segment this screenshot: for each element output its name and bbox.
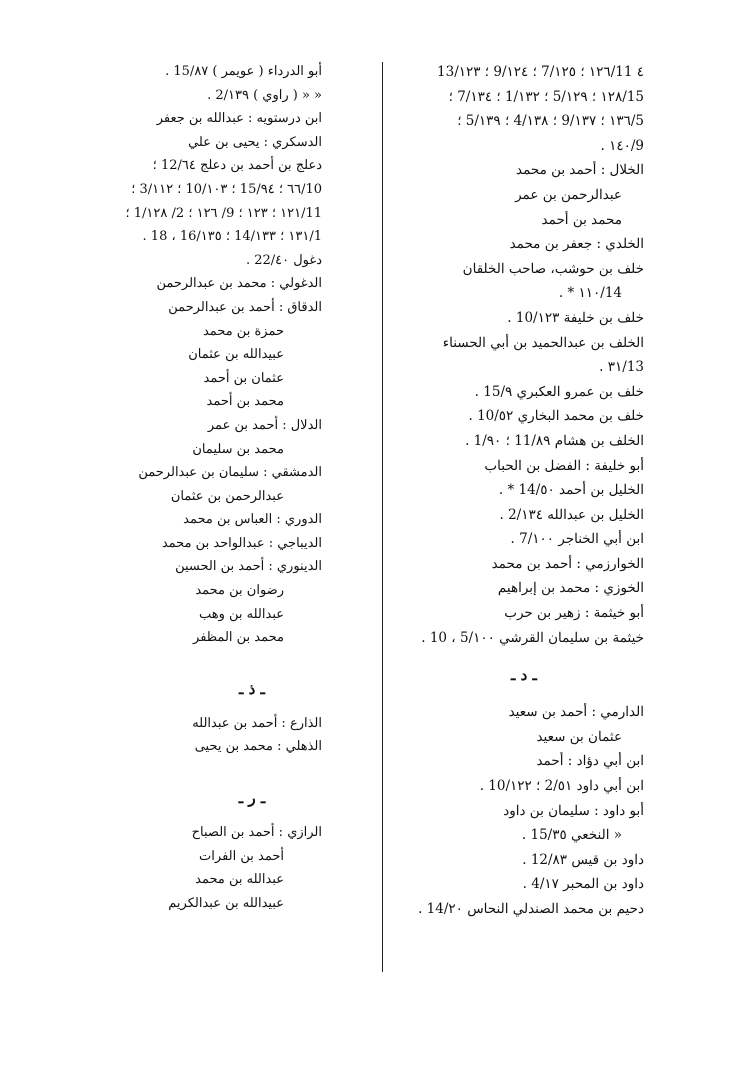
index-line: عبدالله بن محمد [195,872,284,888]
index-line: 10/٦٦ ؛ 15/٩٤ ؛ 10/١٠٣ ؛ 3/١١٢ ؛ [131,181,322,197]
index-line: عبيدالله بن عبدالكريم [168,895,284,911]
index-line: ابن أبي دؤاد : أحمد [536,753,644,770]
index-line: خلف بن خليفة 10/١٢٣ . [507,309,644,326]
index-line: 1/١٣١ ؛ 14/١٣٣ ؛ 16/١٣٥ ، 18 . [142,229,322,245]
index-line: الذهلي : محمد بن يحيى [194,739,322,755]
index-line: محمد بن أحمد [541,211,622,228]
section-heading-dhal: ـ ذ ـ [239,679,265,698]
index-line: خيثمة بن سليمان القرشي 5/١٠٠ ، 10 . [421,629,644,646]
index-line: الذارع : أحمد بن عبدالله [192,715,322,731]
index-line: الدغولي : محمد بن عبدالرحمن [156,276,322,292]
index-line: رضوان بن محمد [195,583,284,599]
index-line: 11/١٢١ ؛ ١٢٣ ؛ 9/ ١٢٦ ؛ 2/ 1/١٢٨ ؛ [125,205,322,221]
index-line: الرازي : أحمد بن الصباح [191,825,322,841]
index-line: عبدالرحمن بن عمر [515,186,622,203]
index-line: عثمان بن سعيد [536,728,622,745]
index-line: 15/١٢٨ ؛ 5/١٢٩ ؛ 1/١٣٢ ؛ 7/١٣٤ ؛ [448,88,644,105]
index-line: 9/١٤٠ . [600,137,644,154]
index-line: الدمشقي : سليمان بن عبدالرحمن [138,465,322,481]
index-line: حمزة بن محمد [202,323,284,339]
index-line: « « ( راوي ) 2/١٣٩ . [207,87,322,103]
index-line: الخليل بن أحمد 14/٥٠ * . [498,482,644,499]
index-line: الدسكري : يحيى بن علي [188,134,322,150]
index-line: داود بن المحبر 4/١٧ . [522,876,644,893]
index-line: عبيدالله بن عثمان [188,347,284,363]
index-line: أبو خيثمة : زهير بن حرب [504,605,644,622]
index-line: محمد بن سليمان [192,441,284,457]
index-line: عبدالرحمن بن عثمان [170,488,284,504]
index-line: محمد بن المظفر [193,630,284,646]
index-line: خلف بن عمرو العكبري 15/٩ . [474,383,644,400]
index-line: أبو خليفة : الفضل بن الحباب [484,457,644,474]
index-line: خلف بن محمد البخاري 10/٥٢ . [468,408,644,425]
index-line: خلف بن حوشب، صاحب الخلقان [462,260,644,277]
index-line: الدوري : العباس بن محمد [183,512,322,528]
index-line: الخليل بن عبدالله 2/١٣٤ . [499,506,644,523]
index-line: أحمد بن الفرات [199,848,284,864]
index-line: دغول 22/٤٠ . [245,252,322,268]
index-line: الخوزي : محمد بن إبراهيم [497,580,644,597]
index-line: الديباجي : عبدالواحد بن محمد [161,535,322,551]
index-line: داود بن قيس 12/٨٣ . [522,851,644,868]
index-line: محمد بن أحمد [206,394,284,410]
column-divider [382,62,383,972]
index-line: ابن أبي الخناجر 7/١٠٠ . [510,531,644,548]
index-line: الدارمي : أحمد بن سعيد [508,704,644,721]
index-line: دحيم بن محمد الصندلي النحاس 14/٢٠ . [418,901,644,917]
left-column [122,60,322,915]
index-line: ٤ 11/١٢٦ ؛ 7/١٢٥ ؛ 9/١٢٤ ؛ 13/١٢٣ [437,64,644,80]
index-line: 5/١٣٦ ؛ 9/١٣٧ ؛ 4/١٣٨ ؛ 5/١٣٩ ؛ [457,113,644,130]
index-line: 14/١١٠ * . [558,285,622,302]
index-line: عثمان بن أحمد [203,370,284,386]
index-line: الدينوري : أحمد بن الحسين [175,559,322,575]
section-heading-dal: ـ د ـ [511,666,537,685]
index-line: الخلف بن هشام 11/٨٩ ؛ 1/٩٠ . [465,432,644,449]
index-line: دعلج بن أحمد بن دعلج 12/٦٤ ؛ [152,158,322,174]
index-line: الخلدي : جعفر بن محمد [509,236,644,253]
index-line: 13/٣١ . [599,359,644,376]
index-line: عبدالله بن وهب [198,606,284,622]
index-line: الخوارزمي : أحمد بن محمد [491,555,644,572]
index-line: الدقاق : أحمد بن عبدالرحمن [168,299,322,315]
index-line: ابن أبي داود 2/٥١ ؛ 10/١٢٢ . [479,778,644,795]
index-line: ابن درستويه : عبدالله بن جعفر [156,111,322,127]
index-line: « النخعي 15/٣٥ . [521,827,622,844]
right-column [384,60,644,922]
index-line: الدلال : أحمد بن عمر [207,417,322,433]
index-line: الخلف بن عبدالحميد بن أبي الحسناء [442,334,644,351]
index-line: الخلال : أحمد بن محمد [515,162,644,179]
index-line: أبو داود : سليمان بن داود [503,802,644,819]
section-heading-ra: ـ ر ـ [238,789,266,808]
index-line: أبو الدرداء ( عويمر ) 15/٨٧ . [165,64,322,79]
